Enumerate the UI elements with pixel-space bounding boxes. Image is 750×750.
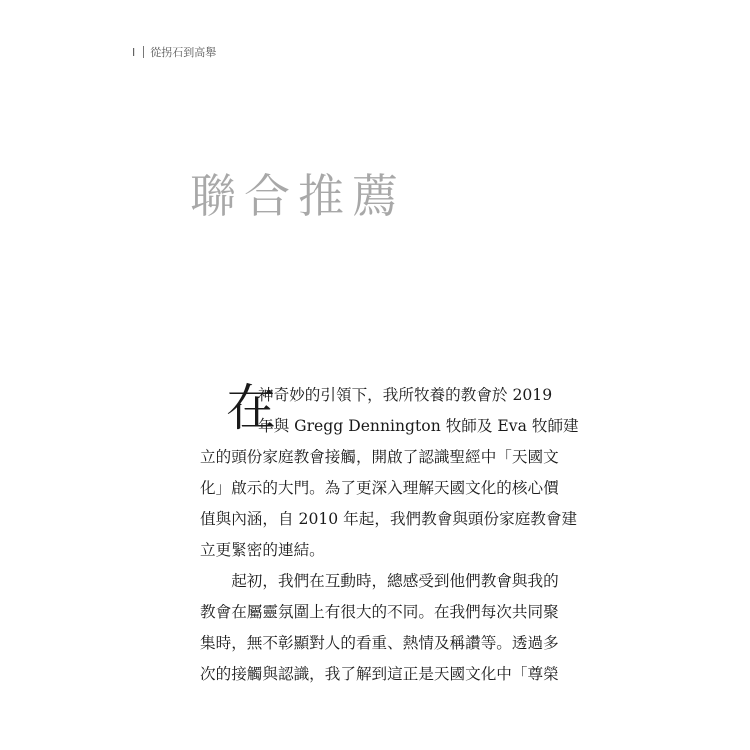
header-divider (143, 46, 144, 58)
page-number: I (132, 45, 136, 59)
text-line: 年與 Gregg Dennington 牧師及 Eva 牧師建 (258, 417, 579, 435)
text-line: 起初，我們在互動時，總感受到他們教會與我的 (231, 572, 559, 590)
text-line: 化」啟示的大門。為了更深入理解天國文化的核心價 (200, 479, 559, 497)
text-line: 值與內涵，自 2010 年起，我們教會與頭份家庭教會建 (200, 510, 578, 528)
running-header (132, 44, 216, 60)
text-line: 教會在屬靈氛圍上有很大的不同。在我們每次共同聚 (200, 603, 559, 621)
text-line: 次的接觸與認識，我了解到這正是天國文化中「尊榮 (200, 665, 559, 683)
text-line: 立更緊密的連結。 (200, 541, 325, 559)
section-title: 聯合推薦 (190, 169, 406, 223)
paragraph-2 (200, 566, 558, 690)
text-line: 神奇妙的引領下，我所牧養的教會於 2019 (258, 386, 553, 404)
body-text (200, 379, 579, 690)
paragraph-1 (200, 379, 579, 566)
book-title: 從拐石到高舉 (150, 46, 217, 59)
drop-cap: 在 (226, 379, 276, 437)
text-line: 立的頭份家庭教會接觸，開啟了認識聖經中「天國文 (200, 448, 559, 466)
text-line: 集時，無不彰顯對人的看重、熱情及稱讚等。透過多 (200, 634, 559, 652)
